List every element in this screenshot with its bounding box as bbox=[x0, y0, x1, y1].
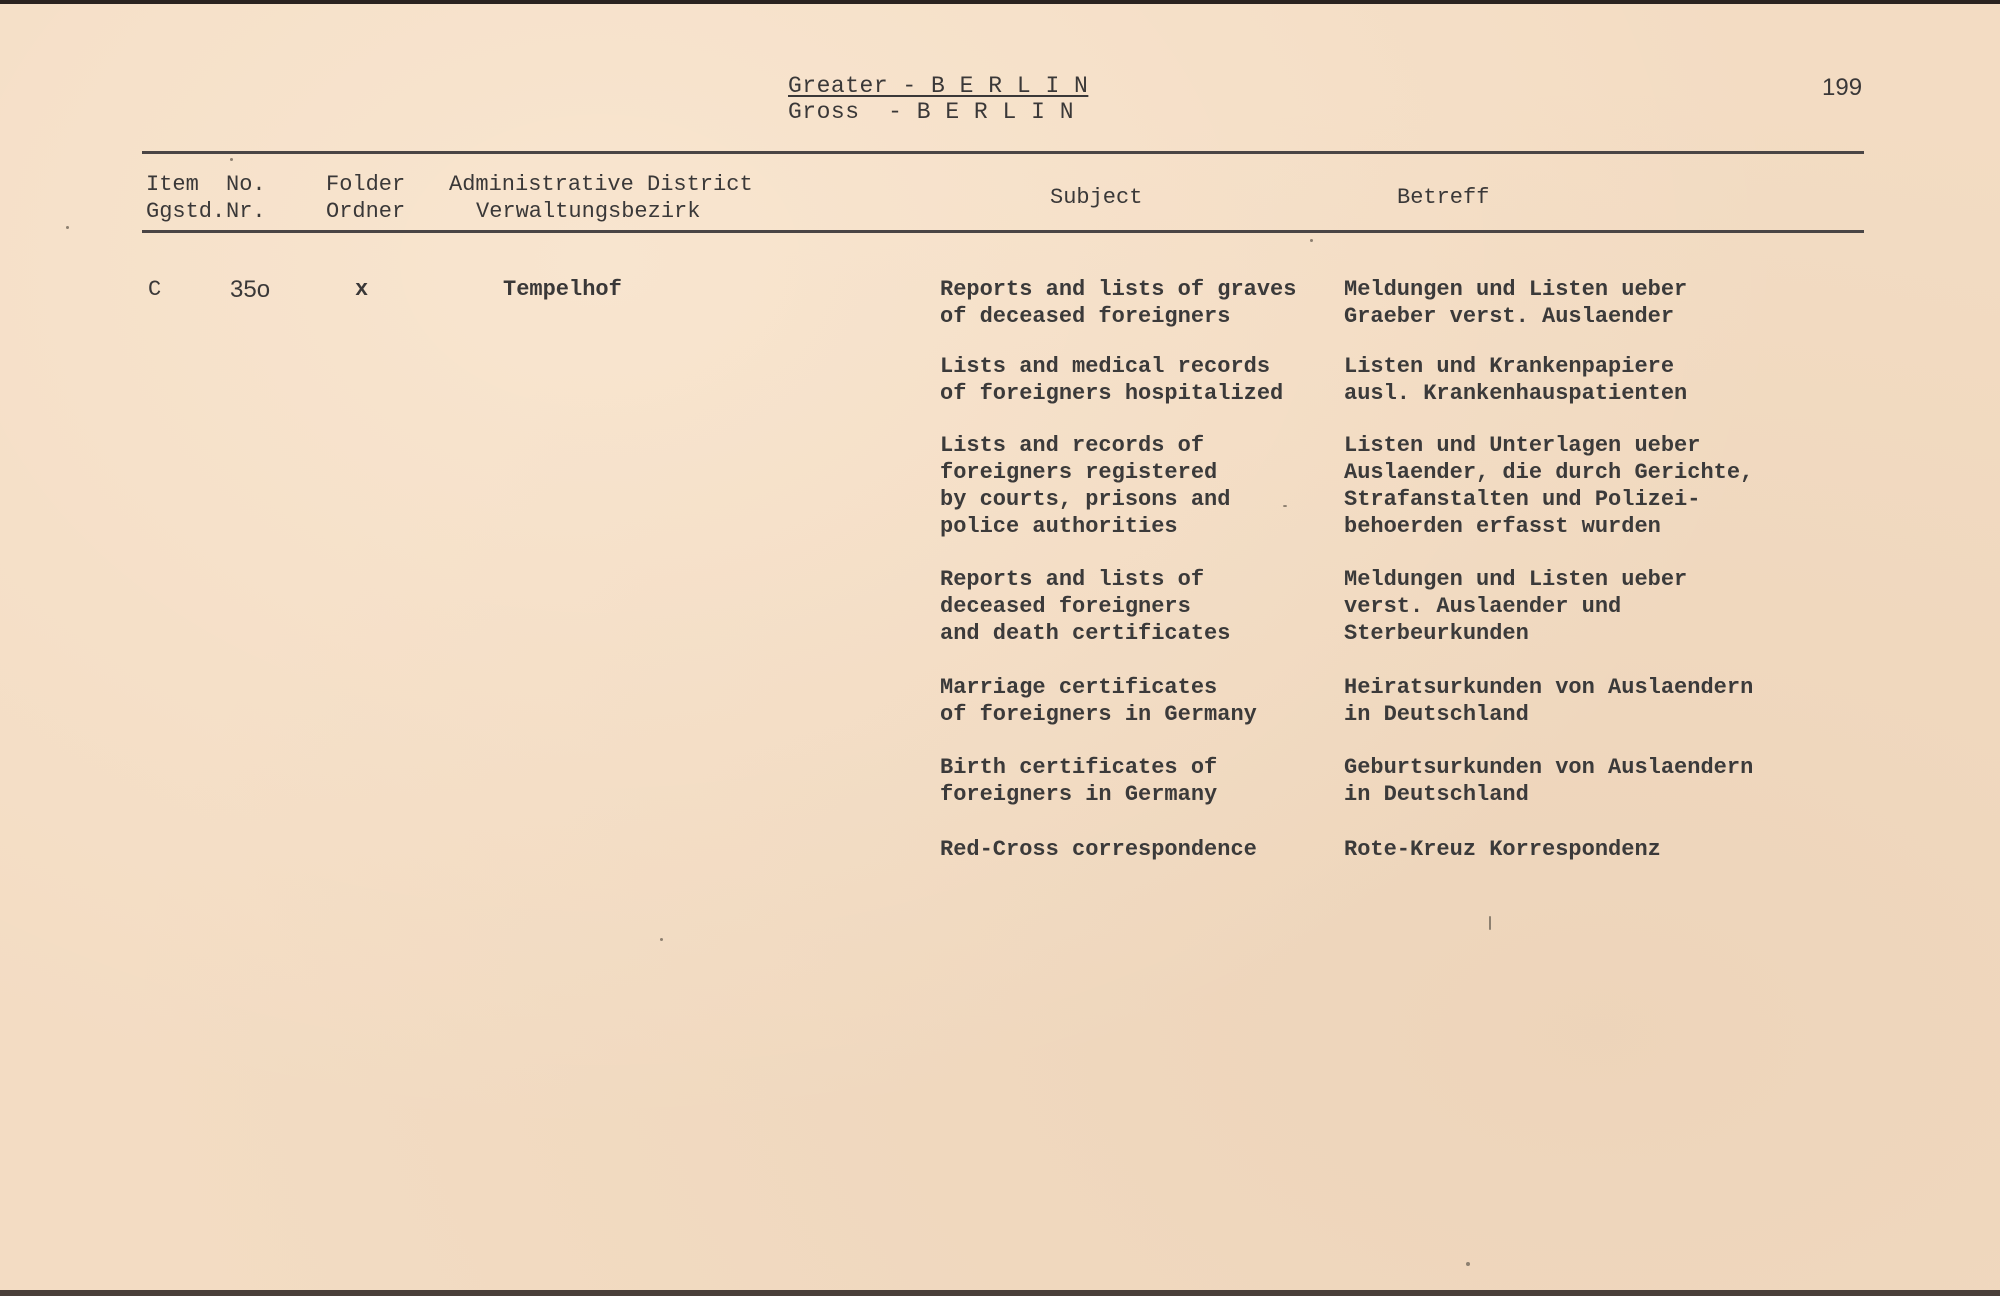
subject-entry: Marriage certificates of foreigners in Germany bbox=[940, 675, 1257, 727]
header-rule-top bbox=[142, 151, 1864, 154]
column-header-district-de: Verwaltungsbezirk bbox=[476, 199, 701, 224]
betreff-entry: Meldungen und Listen ueber verst. Auslaender und Sterbeurkunden bbox=[1344, 567, 1688, 646]
paper-speck bbox=[1283, 505, 1287, 507]
page-bottom-edge bbox=[0, 1290, 2000, 1296]
column-header-district-en: Administrative District bbox=[449, 172, 753, 197]
subject-entry: Reports and lists of deceased foreigners and death certificates bbox=[940, 567, 1231, 646]
record-item: C bbox=[148, 277, 162, 302]
record-district: Tempelhof bbox=[503, 277, 622, 302]
paper-speck bbox=[1310, 239, 1313, 242]
column-header-no-de: Nr. bbox=[226, 199, 266, 224]
column-header-subject: Subject bbox=[1050, 185, 1143, 210]
record-number: 35o bbox=[230, 276, 271, 303]
betreff-entry: Listen und Unterlagen ueber Auslaender, die durch Gerichte, Strafanstalten und Polizei- behoerden erfasst wurden bbox=[1344, 433, 1754, 539]
betreff-entry: Meldungen und Listen ueber Graeber verst. Auslaender bbox=[1344, 277, 1688, 329]
title-german: Gross - B E R L I N bbox=[788, 99, 1075, 125]
paper-speck bbox=[230, 158, 233, 161]
paper-speck bbox=[1466, 1262, 1470, 1266]
document-page bbox=[0, 4, 2000, 1290]
record-folder: x bbox=[355, 277, 369, 302]
paper-speck bbox=[660, 938, 663, 941]
betreff-entry: Geburtsurkunden von Auslaendern in Deutschland bbox=[1344, 755, 1754, 807]
column-header-betreff: Betreff bbox=[1397, 185, 1490, 210]
header-rule-bottom bbox=[142, 230, 1864, 233]
column-header-no-en: No. bbox=[226, 172, 266, 197]
column-header-folder-de: Ordner bbox=[326, 199, 406, 224]
subject-entry: Reports and lists of graves of deceased foreigners bbox=[940, 277, 1297, 329]
page-number: 199 bbox=[1822, 74, 1863, 101]
column-header-item-de: Ggstd. bbox=[146, 199, 226, 224]
subject-entry: Red-Cross correspondence bbox=[940, 837, 1257, 862]
paper-speck bbox=[66, 226, 69, 229]
subject-entry: Birth certificates of foreigners in Germany bbox=[940, 755, 1218, 807]
betreff-entry: Heiratsurkunden von Auslaendern in Deutschland bbox=[1344, 675, 1754, 727]
column-header-folder-en: Folder bbox=[326, 172, 406, 197]
betreff-entry: Rote-Kreuz Korrespondenz bbox=[1344, 837, 1661, 862]
column-header-item-en: Item bbox=[146, 172, 199, 197]
subject-entry: Lists and medical records of foreigners hospitalized bbox=[940, 354, 1284, 406]
betreff-entry: Listen und Krankenpapiere ausl. Krankenhauspatienten bbox=[1344, 354, 1688, 406]
subject-entry: Lists and records of foreigners registered by courts, prisons and police authorities bbox=[940, 433, 1231, 539]
paper-mark bbox=[1489, 916, 1491, 930]
title-english: Greater - B E R L I N bbox=[788, 73, 1089, 99]
